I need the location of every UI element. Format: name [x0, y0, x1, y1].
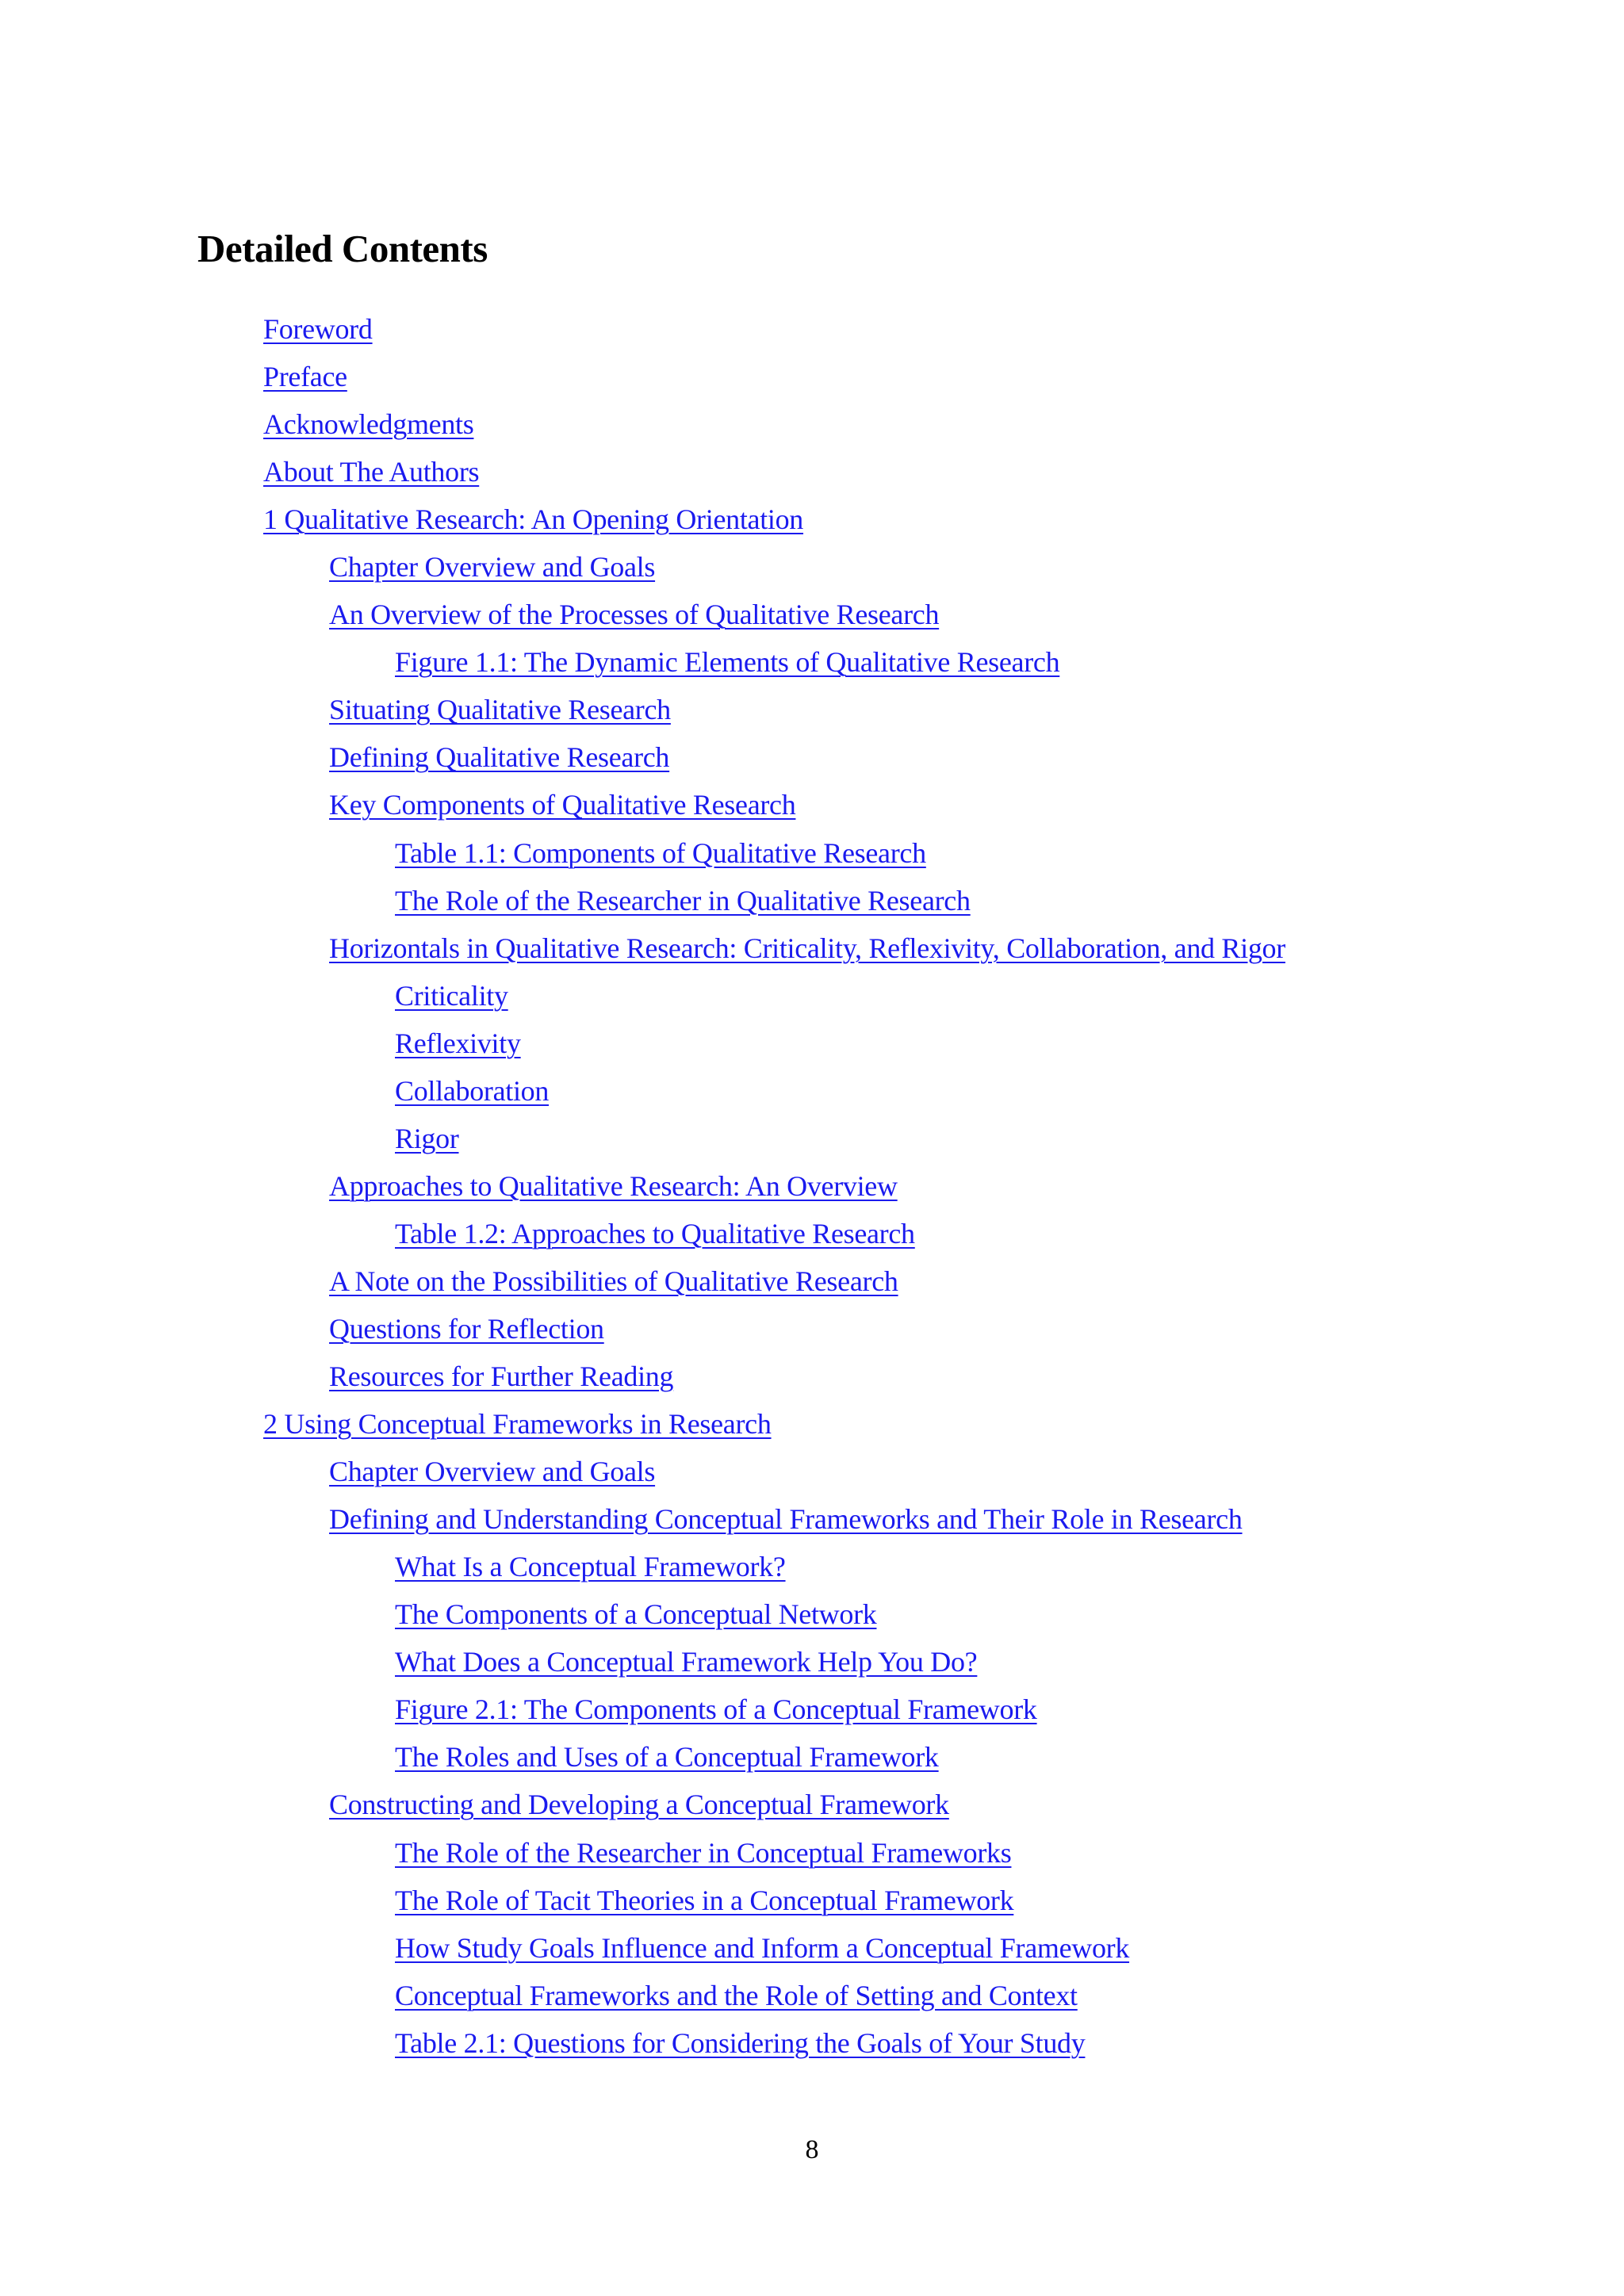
- toc-item: [0, 1495, 1624, 1543]
- toc-link[interactable]: Collaboration: [395, 1074, 550, 1107]
- toc-item: [0, 1781, 1624, 1828]
- toc-item: [0, 400, 1624, 448]
- toc-link[interactable]: Figure 2.1: The Components of a Conceptual Framework: [395, 1693, 1037, 1726]
- toc-link[interactable]: The Role of the Researcher in Conceptual Frameworks: [395, 1836, 1012, 1869]
- toc-item: [0, 1020, 1624, 1067]
- toc-item: [0, 1400, 1624, 1448]
- toc-item: [0, 543, 1624, 591]
- toc-link[interactable]: Conceptual Frameworks and the Role of Setting and Context: [395, 1979, 1078, 2011]
- toc-link[interactable]: 2 Using Conceptual Frameworks in Research: [263, 1408, 772, 1441]
- toc-item: [0, 1448, 1624, 1495]
- toc-item: [0, 1543, 1624, 1590]
- toc-link[interactable]: Chapter Overview and Goals: [329, 551, 656, 584]
- toc-link[interactable]: Table 2.1: Questions for Considering the Goals of Your Study: [395, 2026, 1086, 2059]
- toc-item: [0, 1877, 1624, 1924]
- toc-link[interactable]: About The Authors: [263, 456, 480, 488]
- toc-item: [0, 448, 1624, 496]
- toc-link[interactable]: Acknowledgments: [263, 408, 474, 441]
- toc-item: [0, 305, 1624, 353]
- toc-item: [0, 686, 1624, 733]
- toc-link[interactable]: The Role of Tacit Theories in a Conceptual Framework: [395, 1884, 1014, 1916]
- toc-link[interactable]: Constructing and Developing a Conceptual Framework: [329, 1789, 949, 1821]
- toc-item: [0, 1305, 1624, 1353]
- toc-link[interactable]: What Is a Conceptual Framework?: [395, 1551, 786, 1583]
- toc-link[interactable]: Defining Qualitative Research: [329, 741, 670, 774]
- toc-link[interactable]: Foreword: [263, 313, 373, 345]
- toc-link[interactable]: The Components of a Conceptual Network: [395, 1598, 877, 1631]
- toc-item: [0, 1829, 1624, 1877]
- toc-link[interactable]: Rigor: [395, 1122, 459, 1154]
- toc-item: [0, 638, 1624, 686]
- toc-item: [0, 877, 1624, 924]
- toc-link[interactable]: Preface: [263, 361, 347, 393]
- toc-link[interactable]: Chapter Overview and Goals: [329, 1456, 656, 1488]
- toc-link[interactable]: Key Components of Qualitative Research: [329, 789, 796, 821]
- toc-item: [0, 1067, 1624, 1115]
- toc-item: [0, 972, 1624, 1020]
- toc-item: [0, 1638, 1624, 1686]
- toc-item: [0, 781, 1624, 828]
- toc-item: [0, 1733, 1624, 1781]
- toc-link[interactable]: Figure 1.1: The Dynamic Elements of Qualitative Research: [395, 646, 1060, 679]
- toc-item: [0, 496, 1624, 543]
- toc-item: [0, 1257, 1624, 1305]
- table-of-contents: [0, 305, 1624, 2067]
- toc-link[interactable]: 1 Qualitative Research: An Opening Orientation: [263, 503, 804, 536]
- toc-link[interactable]: An Overview of the Processes of Qualitative Research: [329, 599, 940, 631]
- toc-item: [0, 1162, 1624, 1210]
- toc-item: [0, 2019, 1624, 2067]
- toc-item: [0, 1972, 1624, 2019]
- toc-item: [0, 591, 1624, 638]
- toc-link[interactable]: Questions for Reflection: [329, 1312, 604, 1345]
- toc-link[interactable]: Criticality: [395, 979, 508, 1012]
- toc-link[interactable]: Defining and Understanding Conceptual Frameworks and Their Role in Research: [329, 1503, 1243, 1536]
- toc-item: [0, 1115, 1624, 1162]
- toc-link[interactable]: Approaches to Qualitative Research: An Overview: [329, 1169, 898, 1202]
- toc-link[interactable]: Resources for Further Reading: [329, 1360, 674, 1393]
- toc-link[interactable]: A Note on the Possibilities of Qualitative Research: [329, 1265, 898, 1297]
- toc-link[interactable]: Situating Qualitative Research: [329, 694, 671, 726]
- toc-link[interactable]: What Does a Conceptual Framework Help You Do?: [395, 1646, 978, 1678]
- toc-link[interactable]: Reflexivity: [395, 1027, 521, 1059]
- toc-item: [0, 353, 1624, 400]
- toc-item: [0, 1686, 1624, 1733]
- toc-item: [0, 1353, 1624, 1400]
- toc-item: [0, 1590, 1624, 1638]
- toc-link[interactable]: Table 1.1: Components of Qualitative Research: [395, 836, 926, 869]
- toc-item: [0, 1924, 1624, 1972]
- toc-link[interactable]: Horizontals in Qualitative Research: Criticality, Reflexivity, Collaboration, and Rigor: [329, 932, 1285, 964]
- toc-link[interactable]: The Role of the Researcher in Qualitative Research: [395, 884, 971, 916]
- toc-link[interactable]: The Roles and Uses of a Conceptual Framework: [395, 1741, 939, 1774]
- page-title: Detailed Contents: [197, 227, 488, 270]
- toc-link[interactable]: Table 1.2: Approaches to Qualitative Research: [395, 1217, 915, 1249]
- toc-item: [0, 733, 1624, 781]
- toc-item: [0, 829, 1624, 877]
- toc-item: [0, 924, 1624, 972]
- toc-link[interactable]: How Study Goals Influence and Inform a Conceptual Framework: [395, 1931, 1130, 1964]
- toc-item: [0, 1210, 1624, 1257]
- page-number: 8: [805, 2135, 819, 2164]
